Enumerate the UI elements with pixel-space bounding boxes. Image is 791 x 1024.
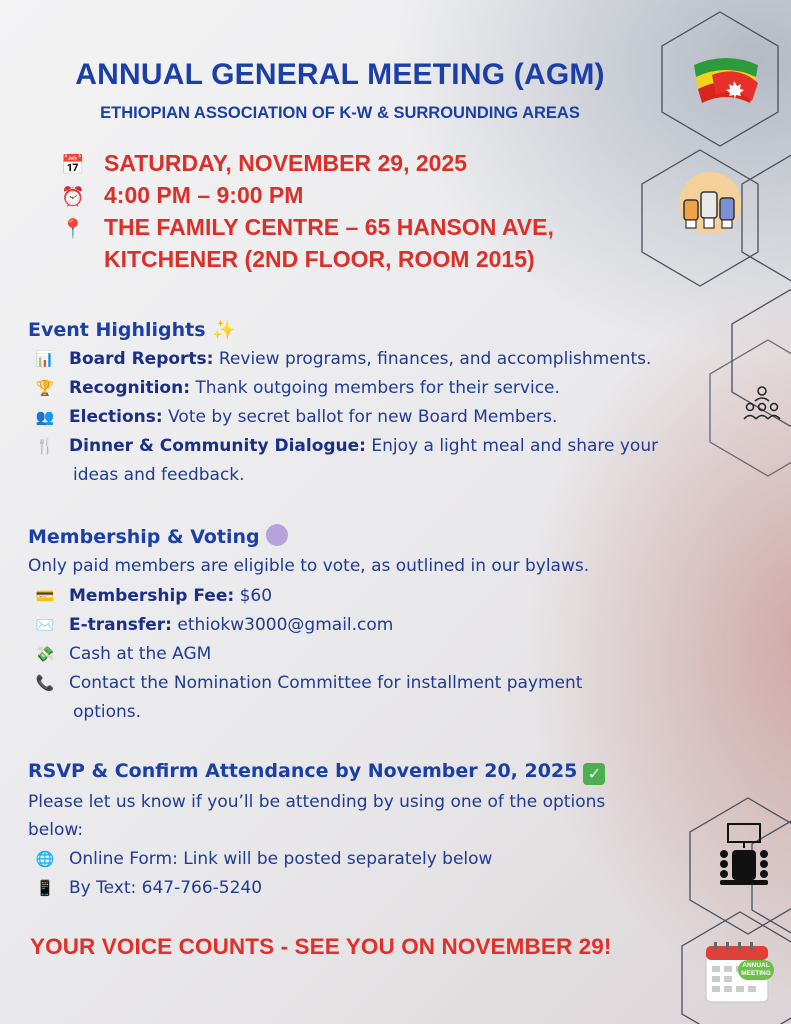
membership-contact: 📞 Contact the Nomination Committee for installment payment [33, 673, 582, 693]
phone-icon: 📞 [35, 674, 55, 692]
event-time: ⏰ 4:00 PM – 9:00 PM [61, 182, 304, 208]
event-date: 📅 SATURDAY, NOVEMBER 29, 2025 [61, 150, 468, 176]
rsvp-online-form: 🌐 Online Form: Link will be posted separately below [33, 849, 492, 869]
group-meeting-icon [742, 385, 782, 421]
page-title: ANNUAL GENERAL MEETING (AGM) [75, 58, 605, 91]
membership-contact-cont: options. [73, 702, 142, 722]
flag-logo-icon [690, 55, 762, 107]
purple-circle-icon [266, 524, 288, 546]
boardroom-table-icon [714, 822, 774, 888]
membership-cash: 💸 Cash at the AGM [33, 644, 211, 664]
calendar-icon: 📅 [61, 155, 85, 176]
event-location: 📍 THE FAMILY CENTRE – 65 HANSON AVE, [61, 214, 554, 240]
alarm-clock-icon: ⏰ [61, 187, 85, 208]
raised-hands-voting-icon [672, 170, 748, 236]
bar-chart-icon: 📊 [35, 350, 55, 368]
trophy-icon: 🏆 [35, 379, 55, 397]
membership-fee: 💳 Membership Fee: $60 [33, 586, 272, 606]
rsvp-text: 📱 By Text: 647-766-5240 [33, 878, 262, 898]
membership-etransfer: ✉️ E-transfer: ethiokw3000@gmail.com [33, 615, 393, 635]
highlight-dinner-cont: ideas and feedback. [73, 465, 245, 485]
highlight-board-reports: 📊 Board Reports: Review programs, finances, and accomplishments. [33, 349, 651, 369]
envelope-icon: ✉️ [35, 616, 55, 634]
credit-card-icon: 💳 [35, 587, 55, 605]
people-icon: 👥 [35, 408, 55, 426]
membership-heading: Membership & Voting [28, 524, 288, 548]
membership-intro: Only paid members are eligible to vote, as outlined in our bylaws. [28, 556, 590, 576]
highlight-dinner: 🍴 Dinner & Community Dialogue: Enjoy a light meal and share your [33, 436, 658, 456]
fork-knife-icon: 🍴 [35, 437, 55, 455]
mobile-phone-icon: 📱 [35, 879, 55, 897]
annual-meeting-calendar-icon [704, 940, 776, 1006]
check-mark-icon: ✓ [583, 763, 605, 785]
highlight-recognition: 🏆 Recognition: Thank outgoing members for their service. [33, 378, 560, 398]
calendar-badge-text: ANNUAL MEETING [741, 962, 771, 977]
globe-icon: 🌐 [35, 850, 55, 868]
highlights-heading: Event Highlights ✨ [28, 319, 236, 341]
organization-subtitle: ETHIOPIAN ASSOCIATION OF K-W & SURROUNDING AREAS [100, 104, 580, 122]
highlight-elections: 👥 Elections: Vote by secret ballot for new Board Members. [33, 407, 557, 427]
rsvp-intro: Please let us know if you’ll be attending by using one of the options [28, 792, 606, 812]
pushpin-icon: 📍 [61, 219, 85, 240]
sparkles-icon: ✨ [212, 319, 236, 341]
rsvp-intro-cont: below: [28, 820, 84, 840]
money-icon: 💸 [35, 645, 55, 663]
rsvp-heading: RSVP & Confirm Attendance by November 20, 2025 ✓ [28, 760, 605, 785]
event-location-line2: KITCHENER (2ND FLOOR, ROOM 2015) [104, 246, 535, 272]
footer-call-to-action: YOUR VOICE COUNTS - SEE YOU ON NOVEMBER 29! [30, 934, 612, 959]
